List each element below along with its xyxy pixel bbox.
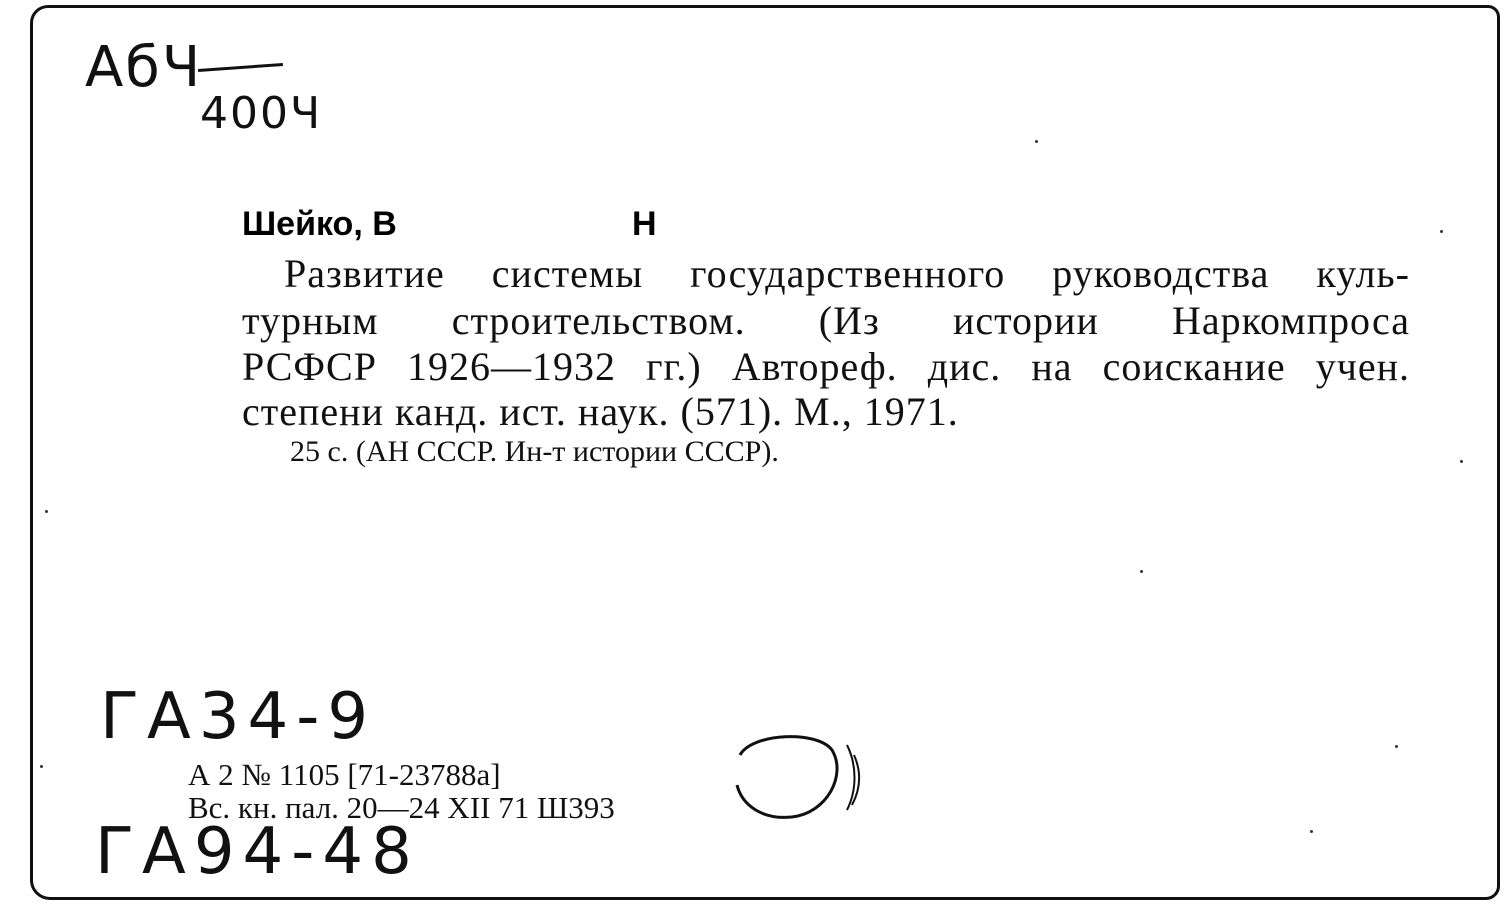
author-name: Шейко, В (242, 205, 397, 243)
speck (40, 765, 43, 768)
speck (1440, 230, 1443, 233)
speck (1140, 570, 1143, 573)
title-line-1: Развитие системы государственного руководства куль- (284, 251, 1410, 296)
shelf-mark-bottom: 400Ч (200, 88, 323, 139)
speck (1035, 140, 1038, 143)
call-number-2: ГА94-48 (95, 815, 420, 889)
author-initial: Н (632, 205, 657, 243)
speck (1460, 460, 1463, 463)
call-number-1: ГА34-9 (100, 680, 377, 754)
title-line-2: турным строительством. (Из истории Наркомпроса (242, 298, 1410, 343)
accession-line-1: А 2 № 1105 [71-23788а] (188, 757, 501, 792)
speck (1310, 830, 1313, 833)
title-line-4: степени канд. ист. наук. (571). М., 1971. (242, 389, 959, 434)
speck (45, 510, 48, 513)
speck (1395, 745, 1398, 748)
stamp-mark-icon (722, 725, 862, 825)
title-line-3: РСФСР 1926—1932 гг.) Автореф. дис. на соискание учен. (242, 344, 1410, 389)
shelf-mark-top: АбЧ (85, 35, 203, 100)
accession-line-2: Вс. кн. пал. 20—24 XII 71 Ш393 (188, 790, 615, 825)
imprint-line: 25 с. (АН СССР. Ин-т истории СССР). (290, 435, 779, 468)
